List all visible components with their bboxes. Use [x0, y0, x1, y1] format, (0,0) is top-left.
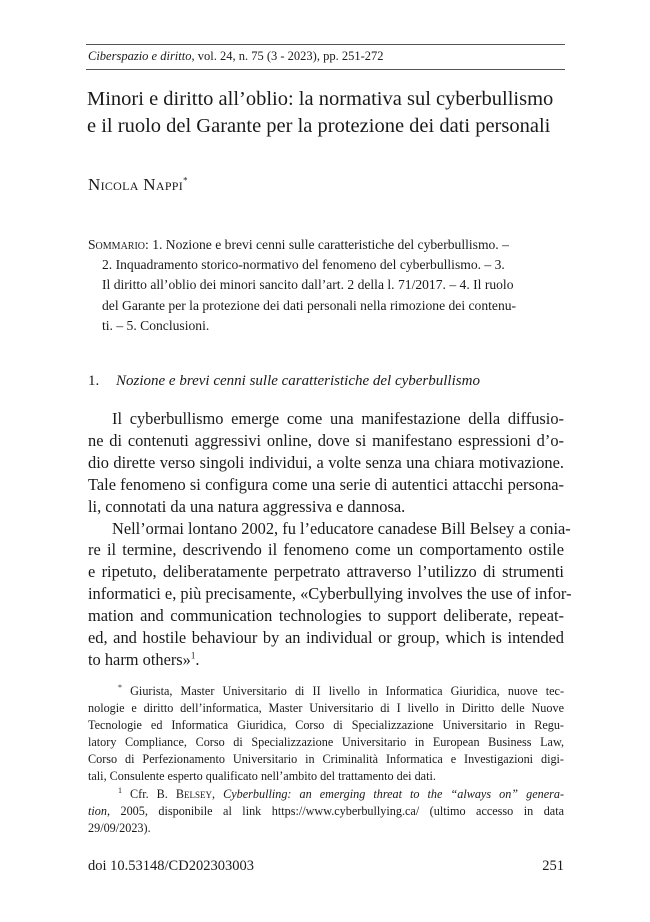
- title-line-1: Minori e diritto all’oblio: la normativa sul cyberbullismo: [87, 88, 554, 110]
- p2-line-2: re il termine, descrivendo il fenomeno come un comportamento ostile: [88, 540, 564, 560]
- footnote-2-mark: 1: [118, 785, 122, 795]
- p1-line-4: Tale fenomeno si configura come una serie di autentici attacchi persona-: [88, 474, 564, 494]
- footnote-1-mark: *: [118, 682, 122, 692]
- footnotes: [88, 683, 564, 837]
- p2-line-1: Nell’ormai lontano 2002, fu l’educatore canadese Bill Belsey a conia-: [112, 518, 571, 538]
- summary-block: [88, 235, 564, 336]
- cited-title: Cyberbulling: an emerging threat to the “always on” genera-: [223, 786, 565, 801]
- summary-label: Sommario:: [88, 237, 149, 252]
- article-title: [87, 86, 567, 140]
- author-text: Nicola Nappi: [88, 175, 184, 194]
- p2-line-3: e ripetuto, deliberatamente perpetrato attraverso l’utilizzo di strumenti: [88, 562, 564, 582]
- p2-line-6: ed, and hostile behaviour by an individual or group, which is intended: [88, 628, 564, 648]
- section-heading: [88, 373, 480, 390]
- footnote-2-line-2: tion, 2005, disponibile al link https://www.cyberbullying.ca/ (ultimo accesso in data: [88, 803, 564, 818]
- summary-line-5: ti. – 5. Conclusioni.: [102, 317, 210, 333]
- header-top-rule: [86, 44, 565, 45]
- p2-line-4: informatici e, più precisamente, «Cyberbullying involves the use of infor-: [88, 584, 572, 604]
- footnote-ref-1[interactable]: 1: [190, 650, 196, 661]
- author-footnote-mark: *: [183, 175, 188, 186]
- summary-line-2: 2. Inquadramento storico-normativo del fenomeno del cyberbullismo. – 3.: [102, 257, 505, 273]
- p1-line-5: li, connotati da una natura aggressiva e dannosa.: [88, 496, 406, 516]
- p2-line-7: to harm others»$^1$.: [88, 649, 200, 669]
- footnote-1-line-6: tali, Consulente esperto qualificato nell’ambito del trattamento dei dati.: [88, 769, 436, 784]
- footnote-1-line-4: latory Compliance, Corso di Specializzazione Universitario in European Business Law,: [88, 735, 564, 750]
- footnote-1-line-2: nologie e diritto dell’informatica, Master Universitario di I livello in Diritto delle Nuove: [88, 701, 564, 716]
- title-line-2: e il ruolo del Garante per la protezione dei dati personali: [87, 115, 551, 137]
- volume-info: , vol. 24, n. 75 (3 - 2023), pp. 251-272: [191, 49, 384, 63]
- p1-line-3: dio dirette verso singoli individui, a volte senza una chiara motivazione.: [88, 452, 564, 472]
- cited-author: Belsey: [175, 786, 213, 801]
- summary-line-4: del Garante per la protezione dei dati personali nella rimozione dei contenu-: [102, 297, 517, 313]
- section-number: 1.: [88, 373, 100, 389]
- summary-line-1: Sommario: 1. Nozione e brevi cenni sulle caratteristiche del cyberbullismo. –: [88, 237, 509, 252]
- cited-link-text: , 2005, disponibile al link https://www.cyberbullying.ca/ (ultimo accesso in data: [106, 803, 564, 818]
- p2-line-5: mation and communication technologies to support deliberate, repeat-: [88, 606, 564, 626]
- journal-name: Ciberspazio e diritto: [88, 49, 192, 63]
- footnote-1-line-3: Tecnologie ed Informatica Giuridica, Corso di Specializzazione Universitario in Regu-: [88, 718, 564, 733]
- doi-text: doi 10.53148/CD202303003: [88, 858, 254, 874]
- summary-line-3: Il diritto all’oblio dei minori sancito dall’art. 2 della l. 71/2017. – 4. Il ruolo: [102, 277, 514, 293]
- body-text: [88, 408, 572, 671]
- footnote-2-line-1: $^1$ Cfr. B. Belsey, Cyberbulling: an emerging threat to the “always on” genera-: [118, 785, 565, 801]
- footnote-1-line-5: Corso di Perfezionamento Universitario in Criminalità Informatica e Investigazioni digi-: [88, 752, 564, 767]
- section-title: Nozione e brevi cenni sulle caratteristiche del cyberbullismo: [116, 373, 480, 389]
- running-header: [88, 49, 383, 64]
- p1-line-1: Il cyberbullismo emerge come una manifestazione della diffusio-: [112, 409, 564, 428]
- page-number: 251: [542, 858, 564, 874]
- author-name: [88, 175, 188, 195]
- p1-line-2: ne di contenuti aggressivi online, dove si manifestano espressioni d’o-: [88, 430, 564, 450]
- header-bottom-rule: [86, 69, 565, 70]
- footnote-2-line-3: 29/09/2023).: [88, 820, 151, 835]
- footnote-1-line-1: * Giurista, Master Universitario di II livello in Informatica Giuridica, nuove tec-: [118, 682, 565, 698]
